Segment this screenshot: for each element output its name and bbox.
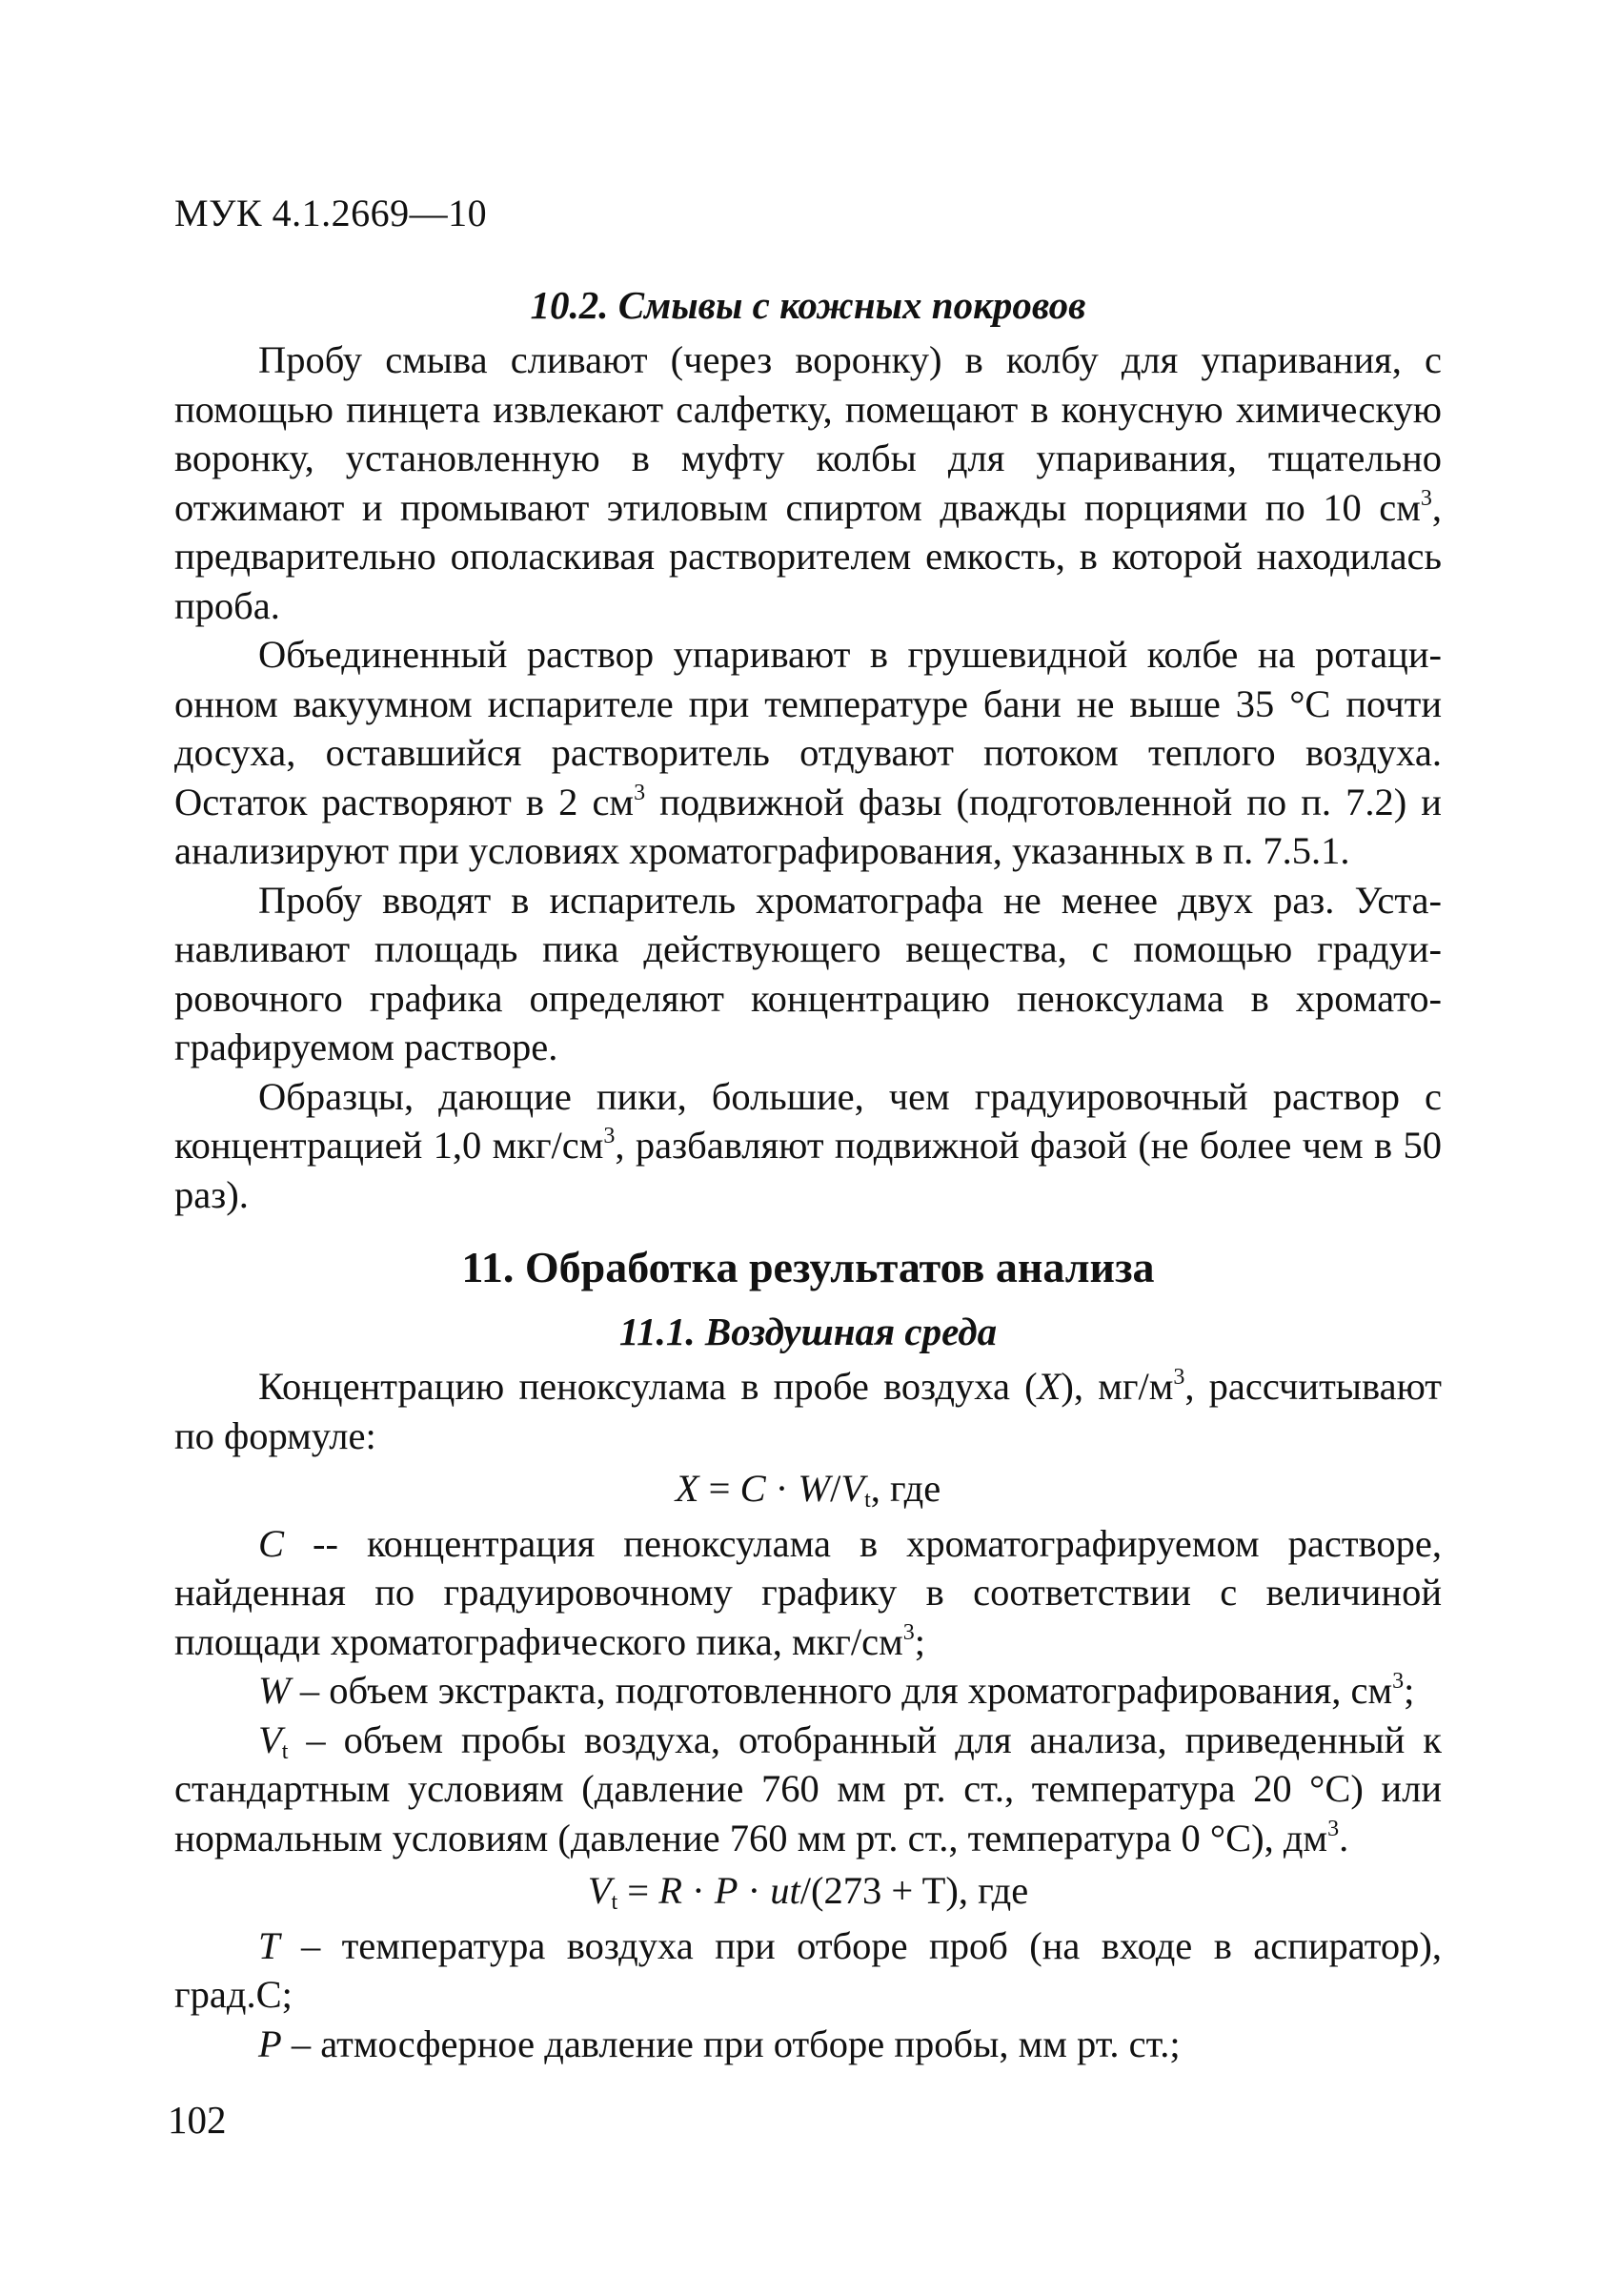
- paragraph-dilution: [174, 1072, 1442, 1220]
- operator: =: [617, 1869, 659, 1912]
- text-run: -- концентрация пеноксулама в хроматографируемом растворе, найденная по градуировочному графику в соответствии с величиной площади хроматографического пика, мкг/см: [174, 1521, 1442, 1663]
- variable: T: [258, 1923, 280, 1967]
- page-content: [174, 276, 1442, 2068]
- text-run: , рассчитывают по формуле:: [174, 1365, 1442, 1457]
- operator: =: [698, 1467, 740, 1510]
- operator: ·: [738, 1869, 771, 1912]
- text-run: Объединенный раствор упаривают в грушевидной колбе на ротационном вакуумном испарителе при температуре бани не выше 35 °C почти досуха, оставшийся растворитель отдувают потоком теплого воздуха. Остаток растворяют в 2 см: [174, 633, 1442, 823]
- subscript: t: [611, 1890, 618, 1915]
- superscript: 3: [1392, 1669, 1405, 1694]
- paragraph-injection: Пробу вводят в испаритель хроматографа не менее двух раз. Устанавливают площадь пика действующего вещества, с помощью градуировочного графика определяют концентрацию пеноксулама в хроматографируемом растворе.: [174, 878, 1442, 1068]
- text-run: /(273 + T), где: [799, 1869, 1029, 1912]
- variable: V: [840, 1467, 865, 1510]
- variable: ut: [770, 1869, 800, 1912]
- section-11-title: 11. Обработка результатов анализа: [461, 1243, 1155, 1291]
- variable: P: [258, 2022, 282, 2065]
- definition-w: [174, 1666, 1442, 1716]
- text-run: – объем пробы воздуха, отобранный для анализа, приведенный к стандартным условиям (давление 760 мм рт. ст., температура 20 °C) или нормальным условиям (давление 760 мм рт. ст., температура 0 °C), дм: [174, 1717, 1442, 1859]
- text-run: – атмосферное давление при отборе пробы, мм рт. ст.;: [281, 2022, 1181, 2065]
- definition-p: [174, 2020, 1442, 2069]
- variable: C: [258, 1521, 285, 1565]
- variable: V: [258, 1717, 282, 1761]
- text-run: Концентрацию пеноксулама в пробе воздуха (: [258, 1365, 1038, 1408]
- operator: ·: [765, 1467, 799, 1510]
- variable: R: [658, 1869, 682, 1912]
- running-head: МУК 4.1.2669—10: [174, 192, 488, 234]
- definition-t: [174, 1921, 1442, 2020]
- text-run: , предварительно ополаскивая растворителем емкость, в которой находилась проба.: [174, 485, 1442, 627]
- text-run: , разбавляют подвижной фазой (не более чем в 50 раз).: [174, 1124, 1442, 1216]
- superscript: 3: [902, 1619, 915, 1645]
- text-run: ;: [1404, 1669, 1415, 1712]
- variable: X: [675, 1467, 699, 1510]
- subscript: t: [864, 1488, 871, 1513]
- superscript: 3: [603, 1124, 616, 1148]
- operator: /: [830, 1467, 841, 1510]
- formula-volume: [174, 1866, 1442, 1916]
- paragraph-concentration-intro: [174, 1362, 1442, 1460]
- text-run: Образцы, дающие пики, большие, чем градуировочный раствор с концентрацией 1,0 мкг/см: [174, 1074, 1442, 1167]
- variable: W: [258, 1669, 291, 1712]
- text-run: ;: [914, 1619, 925, 1663]
- text-run: – объем экстракта, подготовленного для хроматографирования, см: [290, 1669, 1393, 1712]
- variable: V: [587, 1869, 612, 1912]
- operator: ·: [682, 1869, 715, 1912]
- variable: P: [714, 1869, 738, 1912]
- variable: C: [739, 1467, 766, 1510]
- text-run: ), мг/м: [1061, 1365, 1174, 1408]
- section-10-2-title: 10.2. Смывы с кожных покровов: [530, 283, 1086, 327]
- text-run: подвижной фазы (подготовленной по п. 7.2) и анализируют при условиях хроматографирования, указанных в п. 7.5.1.: [174, 780, 1442, 872]
- text-run: Пробу смыва сливают (через воронку) в колбу для упаривания, с помощью пинцета извлекают салфетку, помещают в конусную химическую воронку, установленную в муфту колбы для упаривания, тщательно отжимают и промывают этиловым спиртом дважды порциями по 10 см: [174, 338, 1442, 529]
- superscript: 3: [1420, 485, 1432, 511]
- subscript: t: [281, 1738, 289, 1764]
- definition-vt: [174, 1716, 1442, 1863]
- variable: X: [1037, 1365, 1062, 1408]
- superscript: 3: [634, 780, 646, 805]
- formula-concentration: [174, 1464, 1442, 1514]
- definition-c: [174, 1519, 1442, 1667]
- text-run: , где: [870, 1467, 941, 1510]
- paragraph-wash-procedure: [174, 335, 1442, 630]
- page-number: 102: [168, 2098, 227, 2142]
- section-11-1-title: 11.1. Воздушная среда: [618, 1310, 998, 1353]
- text-run: .: [1339, 1816, 1349, 1859]
- superscript: 3: [1327, 1816, 1340, 1841]
- superscript: 3: [1173, 1365, 1185, 1390]
- paragraph-evaporation: [174, 630, 1442, 876]
- text-run: – температура воздуха при отборе проб (на входе в аспиратор), град.С;: [174, 1923, 1442, 2016]
- variable: W: [798, 1467, 831, 1510]
